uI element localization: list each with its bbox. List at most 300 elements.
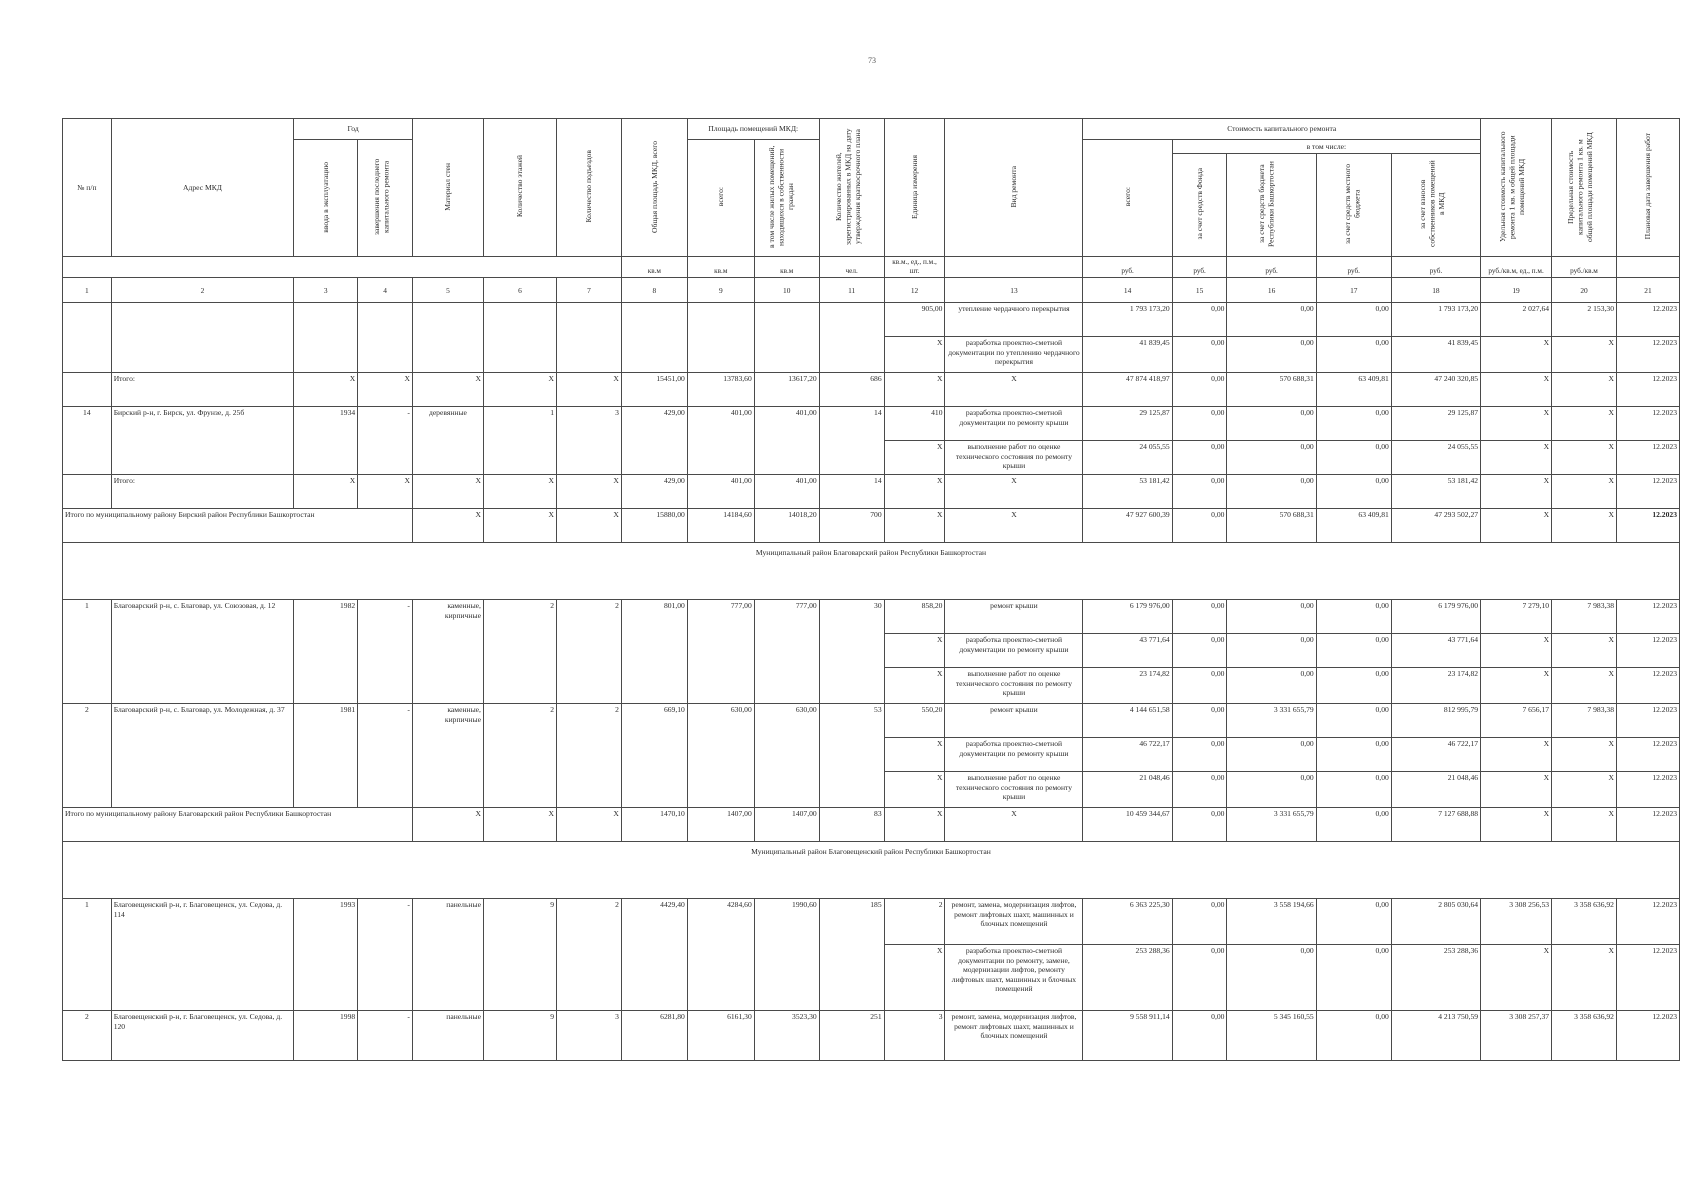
cost-local: 0,00 (1316, 808, 1391, 842)
planned-date: 12.2023 (1616, 509, 1679, 543)
table-row (63, 407, 1680, 441)
col-cost-local-header: за счет средств местного бюджета (1316, 153, 1391, 257)
entrances: 3 (556, 1011, 621, 1061)
cost-total: 4 144 651,58 (1083, 704, 1172, 738)
cost-total: 43 771,64 (1083, 634, 1172, 668)
address-cell: Итого: (111, 475, 294, 509)
cost-republic: 0,00 (1227, 407, 1316, 441)
premises-total: 1407,00 (687, 808, 754, 842)
table-row (63, 600, 1680, 634)
table-row-district-total (63, 509, 1680, 543)
table-row-district-total (63, 808, 1680, 842)
total-area: 6281,80 (621, 1011, 687, 1061)
col-limit-cost-header: Предельная стоимость капитального ремонта 1 кв. м общей площади помещений МКД (1552, 119, 1617, 257)
page-number: 73 (868, 56, 876, 65)
planned-date: 12.2023 (1616, 1011, 1679, 1061)
unit-measure: X (884, 772, 945, 808)
floors: 2 (483, 704, 556, 808)
unit-cost: X (1481, 373, 1552, 407)
col-residents-header: Количество жителей, зарегистрированных в МКД на дату утверждения краткосрочного плана (819, 119, 884, 257)
year-last-repair: - (358, 1011, 413, 1061)
unit-cell: руб. (1316, 257, 1391, 278)
cost-total: 21 048,46 (1083, 772, 1172, 808)
year-last-repair: - (358, 407, 413, 475)
cost-local: 0,00 (1316, 475, 1391, 509)
capital-repair-table (62, 118, 1680, 1061)
cost-local: 0,00 (1316, 634, 1391, 668)
cost-republic: 0,00 (1227, 772, 1316, 808)
entrances: 2 (556, 899, 621, 1011)
premises-total: 630,00 (687, 704, 754, 808)
floors: 2 (483, 600, 556, 704)
planned-date: 12.2023 (1616, 704, 1679, 738)
cost-fund: 0,00 (1172, 808, 1227, 842)
planned-date: 12.2023 (1616, 945, 1679, 1011)
row-number: 2 (63, 704, 112, 808)
entrances: 3 (556, 407, 621, 475)
cost-republic: 3 558 194,66 (1227, 899, 1316, 945)
address-cell: Благоварский р-н, с. Благовар, ул. Союзовая, д. 12 (111, 600, 294, 704)
col-entrances-header: Количество подъездов (556, 119, 621, 257)
cost-fund: 0,00 (1172, 600, 1227, 634)
unit-cost: 7 279,10 (1481, 600, 1552, 634)
cost-owners: 4 213 750,59 (1391, 1011, 1480, 1061)
unit-cost: X (1481, 634, 1552, 668)
limit-cost: X (1552, 441, 1617, 475)
col-index: 16 (1227, 278, 1316, 303)
floors: 1 (483, 407, 556, 475)
table-row (63, 899, 1680, 945)
cost-owners: 46 722,17 (1391, 738, 1480, 772)
col-index: 12 (884, 278, 945, 303)
section-header-row (63, 543, 1680, 600)
repair-type: X (945, 373, 1083, 407)
col-total-area-header: Общая площадь МКД, всего (621, 119, 687, 257)
cost-owners: 21 048,46 (1391, 772, 1480, 808)
entrances: X (556, 373, 621, 407)
unit-cell: руб./кв.м, ед., п.м. (1481, 257, 1552, 278)
cost-owners: 2 805 030,64 (1391, 899, 1480, 945)
planned-date: 12.2023 (1616, 738, 1679, 772)
col-address-header: Адрес МКД (111, 119, 294, 257)
cost-local: 63 409,81 (1316, 509, 1391, 543)
cost-local: 63 409,81 (1316, 373, 1391, 407)
wall-material: каменные, кирпичные (412, 704, 483, 808)
cost-republic: 5 345 160,55 (1227, 1011, 1316, 1061)
unit-cell: руб. (1227, 257, 1316, 278)
repair-type: X (945, 808, 1083, 842)
total-area: 801,00 (621, 600, 687, 704)
planned-date: 12.2023 (1616, 600, 1679, 634)
repair-type: разработка проектно-сметной документации по утеплению чердачного перекрытия (945, 337, 1083, 373)
total-area: 1470,10 (621, 808, 687, 842)
residents: 53 (819, 704, 884, 808)
cost-republic: 0,00 (1227, 634, 1316, 668)
year-commission: 1981 (294, 704, 358, 808)
cost-republic: 0,00 (1227, 337, 1316, 373)
residents: 185 (819, 899, 884, 1011)
col-wall-material-header: Материал стен (412, 119, 483, 257)
unit-measure: X (884, 668, 945, 704)
col-index: 5 (412, 278, 483, 303)
planned-date: 12.2023 (1616, 407, 1679, 441)
total-area: 15451,00 (621, 373, 687, 407)
residents: 700 (819, 509, 884, 543)
cost-fund: 0,00 (1172, 337, 1227, 373)
planned-date: 12.2023 (1616, 772, 1679, 808)
col-unit-header: Единица измерения (884, 119, 945, 257)
cost-total: 29 125,87 (1083, 407, 1172, 441)
repair-type: выполнение работ по оценке технического состояния по ремонту крыши (945, 441, 1083, 475)
cost-local: 0,00 (1316, 738, 1391, 772)
col-premises-group-header: Площадь помещений МКД: (687, 119, 819, 140)
col-repair-type-header: Вид ремонта (945, 119, 1083, 257)
district-section-title: Муниципальный район Благовещенский район Республики Башкортостан (63, 842, 1680, 899)
col-index: 19 (1481, 278, 1552, 303)
cost-republic: 3 331 655,79 (1227, 808, 1316, 842)
repair-type: ремонт крыши (945, 600, 1083, 634)
residents: 30 (819, 600, 884, 704)
limit-cost: X (1552, 668, 1617, 704)
unit-cost: X (1481, 475, 1552, 509)
planned-date: 12.2023 (1616, 475, 1679, 509)
table-row-subtotal (63, 475, 1680, 509)
total-area: 15880,00 (621, 509, 687, 543)
header-row-1 (63, 119, 1680, 140)
unit-measure: X (884, 373, 945, 407)
cost-republic: 0,00 (1227, 738, 1316, 772)
column-index-row (63, 278, 1680, 303)
year-commission: X (294, 475, 358, 509)
cost-total: 1 793 173,20 (1083, 303, 1172, 337)
repair-type: ремонт, замена, модернизация лифтов, ремонт лифтовых шахт, машинных и блочных помещений (945, 899, 1083, 945)
cost-republic: 570 688,31 (1227, 509, 1316, 543)
cost-local: 0,00 (1316, 441, 1391, 475)
unit-cell: кв.м (754, 257, 819, 278)
cost-owners: 43 771,64 (1391, 634, 1480, 668)
unit-measure: X (884, 475, 945, 509)
premises-residential: 1990,60 (754, 899, 819, 1011)
cost-local: 0,00 (1316, 337, 1391, 373)
cost-owners: 7 127 688,88 (1391, 808, 1480, 842)
year-commission: 1934 (294, 407, 358, 475)
col-year-commission-header: ввода в эксплуатацию (294, 140, 358, 257)
repair-type: X (945, 509, 1083, 543)
col-year-last-repair-header: завершения последнего капитального ремонта (358, 140, 413, 257)
limit-cost: X (1552, 772, 1617, 808)
limit-cost: 7 983,38 (1552, 704, 1617, 738)
col-floors-header: Количество этажей (483, 119, 556, 257)
premises-residential: 1407,00 (754, 808, 819, 842)
col-premises-total-header: всего: (687, 140, 754, 257)
cost-republic: 0,00 (1227, 441, 1316, 475)
row-number: 2 (63, 1011, 112, 1061)
floors: X (483, 509, 556, 543)
wall-material: X (412, 373, 483, 407)
unit-cell: руб. (1172, 257, 1227, 278)
unit-cost: 7 656,17 (1481, 704, 1552, 738)
cost-local: 0,00 (1316, 668, 1391, 704)
planned-date: 12.2023 (1616, 668, 1679, 704)
col-index: 20 (1552, 278, 1617, 303)
row-number: 1 (63, 899, 112, 1011)
col-index: 10 (754, 278, 819, 303)
cost-fund: 0,00 (1172, 899, 1227, 945)
unit-cost: X (1481, 945, 1552, 1011)
premises-total: 13783,60 (687, 373, 754, 407)
cost-owners: 24 055,55 (1391, 441, 1480, 475)
unit-measure: 858,20 (884, 600, 945, 634)
units-row (63, 257, 1680, 278)
col-index: 18 (1391, 278, 1480, 303)
cost-republic: 0,00 (1227, 945, 1316, 1011)
col-cost-owners-header: за счет взносов собственников помещений в МКД (1391, 153, 1480, 257)
year-last-repair: - (358, 899, 413, 1011)
premises-residential: 3523,30 (754, 1011, 819, 1061)
limit-cost: X (1552, 373, 1617, 407)
cost-owners: 47 240 320,85 (1391, 373, 1480, 407)
district-total-label: Итого по муниципальному району Благоварский район Республики Башкортостан (63, 808, 413, 842)
col-cost-total-header: всего: (1083, 140, 1172, 257)
unit-measure: X (884, 509, 945, 543)
limit-cost: 3 358 636,92 (1552, 899, 1617, 945)
table-row (63, 1011, 1680, 1061)
premises-total: 6161,30 (687, 1011, 754, 1061)
cost-total: 9 558 911,14 (1083, 1011, 1172, 1061)
address-cell: Бирский р-н, г. Бирск, ул. Фрунзе, д. 25б (111, 407, 294, 475)
unit-cost: X (1481, 668, 1552, 704)
floors: X (483, 373, 556, 407)
planned-date: 12.2023 (1616, 899, 1679, 945)
repair-type: разработка проектно-сметной документации по ремонту, замене, модернизации лифтов, ремонту лифтовых шахт, машинных и блочных помещений (945, 945, 1083, 1011)
repair-type: ремонт крыши (945, 704, 1083, 738)
section-header-row (63, 842, 1680, 899)
district-total-label: Итого по муниципальному району Бирский район Республики Башкортостан (63, 509, 413, 543)
unit-measure: X (884, 945, 945, 1011)
wall-material: деревянные (412, 407, 483, 475)
address-cell: Благоварский р-н, с. Благовар, ул. Молодежная, д. 37 (111, 704, 294, 808)
limit-cost: 3 358 636,92 (1552, 1011, 1617, 1061)
col-index: 4 (358, 278, 413, 303)
col-unit-cost-header: Удельная стоимость капитального ремонта 1 кв. м общей площади помещений МКД (1481, 119, 1552, 257)
premises-residential: 13617,20 (754, 373, 819, 407)
cost-republic: 3 331 655,79 (1227, 704, 1316, 738)
cost-total: 53 181,42 (1083, 475, 1172, 509)
floors: X (483, 475, 556, 509)
unit-cell: руб. (1083, 257, 1172, 278)
district-section-title: Муниципальный район Благоварский район Республики Башкортостан (63, 543, 1680, 600)
premises-residential: 401,00 (754, 475, 819, 509)
entrances: X (556, 808, 621, 842)
repair-type: X (945, 475, 1083, 509)
unit-cell: чел. (819, 257, 884, 278)
col-cost-group-header: Стоимость капитального ремонта (1083, 119, 1481, 140)
col-index: 2 (111, 278, 294, 303)
limit-cost: X (1552, 945, 1617, 1011)
premises-total: 4284,60 (687, 899, 754, 1011)
planned-date: 12.2023 (1616, 441, 1679, 475)
col-index: 1 (63, 278, 112, 303)
unit-cost: X (1481, 509, 1552, 543)
floors: 9 (483, 899, 556, 1011)
year-commission: 1998 (294, 1011, 358, 1061)
col-year-group-header: Год (294, 119, 413, 140)
residents: 686 (819, 373, 884, 407)
cost-local: 0,00 (1316, 1011, 1391, 1061)
table-row (63, 303, 1680, 337)
cost-fund: 0,00 (1172, 738, 1227, 772)
cost-local: 0,00 (1316, 772, 1391, 808)
year-last-repair: - (358, 600, 413, 704)
residents: 14 (819, 475, 884, 509)
unit-measure: X (884, 441, 945, 475)
col-index: 6 (483, 278, 556, 303)
year-last-repair: X (358, 373, 413, 407)
limit-cost: X (1552, 337, 1617, 373)
col-index: 17 (1316, 278, 1391, 303)
year-commission: 1993 (294, 899, 358, 1011)
planned-date: 12.2023 (1616, 808, 1679, 842)
capital-repair-table-sheet (62, 118, 1680, 1068)
cost-republic: 0,00 (1227, 303, 1316, 337)
cost-fund: 0,00 (1172, 303, 1227, 337)
cost-owners: 23 174,82 (1391, 668, 1480, 704)
unit-measure: X (884, 738, 945, 772)
cost-owners: 29 125,87 (1391, 407, 1480, 441)
unit-cell: руб. (1391, 257, 1480, 278)
premises-residential: 630,00 (754, 704, 819, 808)
unit-cost: X (1481, 772, 1552, 808)
cost-republic: 0,00 (1227, 600, 1316, 634)
limit-cost: 2 153,30 (1552, 303, 1617, 337)
address-cell: Благовещенский р-н, г. Благовещенск, ул. Седова, д. 114 (111, 899, 294, 1011)
cost-fund: 0,00 (1172, 441, 1227, 475)
unit-measure: X (884, 337, 945, 373)
cost-owners: 812 995,79 (1391, 704, 1480, 738)
col-cost-fund-header: за счет средств Фонда (1172, 153, 1227, 257)
year-last-repair: X (358, 475, 413, 509)
cost-owners: 1 793 173,20 (1391, 303, 1480, 337)
cost-owners: 6 179 976,00 (1391, 600, 1480, 634)
col-index: 8 (621, 278, 687, 303)
cost-fund: 0,00 (1172, 704, 1227, 738)
planned-date: 12.2023 (1616, 303, 1679, 337)
cost-fund: 0,00 (1172, 475, 1227, 509)
cost-total: 24 055,55 (1083, 441, 1172, 475)
cost-fund: 0,00 (1172, 407, 1227, 441)
residents: 83 (819, 808, 884, 842)
cost-republic: 570 688,31 (1227, 373, 1316, 407)
cost-fund: 0,00 (1172, 772, 1227, 808)
cost-total: 10 459 344,67 (1083, 808, 1172, 842)
unit-measure: X (884, 808, 945, 842)
premises-residential: 14018,20 (754, 509, 819, 543)
limit-cost: X (1552, 509, 1617, 543)
premises-residential: 401,00 (754, 407, 819, 475)
cost-total: 23 174,82 (1083, 668, 1172, 704)
cost-total: 41 839,45 (1083, 337, 1172, 373)
repair-type: разработка проектно-сметной документации по ремонту крыши (945, 738, 1083, 772)
cost-fund: 0,00 (1172, 1011, 1227, 1061)
unit-cost: X (1481, 407, 1552, 441)
unit-cell: кв.м (621, 257, 687, 278)
cost-fund: 0,00 (1172, 509, 1227, 543)
year-last-repair: - (358, 704, 413, 808)
repair-type: ремонт, замена, модернизация лифтов, ремонт лифтовых шахт, машинных и блочных помещений (945, 1011, 1083, 1061)
unit-cell: руб./кв.м (1552, 257, 1617, 278)
unit-cost: X (1481, 808, 1552, 842)
cost-local: 0,00 (1316, 704, 1391, 738)
cost-total: 6 363 225,30 (1083, 899, 1172, 945)
planned-date: 12.2023 (1616, 634, 1679, 668)
col-index: 3 (294, 278, 358, 303)
premises-total: 777,00 (687, 600, 754, 704)
address-cell: Итого: (111, 373, 294, 407)
total-area: 429,00 (621, 407, 687, 475)
wall-material: каменные, кирпичные (412, 600, 483, 704)
address-cell: Благовещенский р-н, г. Благовещенск, ул. Седова, д. 120 (111, 1011, 294, 1061)
col-index: 7 (556, 278, 621, 303)
limit-cost: X (1552, 475, 1617, 509)
year-commission: 1982 (294, 600, 358, 704)
wall-material: панельные (412, 899, 483, 1011)
cost-fund: 0,00 (1172, 668, 1227, 704)
col-index: 11 (819, 278, 884, 303)
wall-material: X (412, 509, 483, 543)
repair-type: утепление чердачного перекрытия (945, 303, 1083, 337)
entrances: X (556, 475, 621, 509)
wall-material: X (412, 475, 483, 509)
limit-cost: X (1552, 407, 1617, 441)
residents: 251 (819, 1011, 884, 1061)
cost-total: 6 179 976,00 (1083, 600, 1172, 634)
cost-fund: 0,00 (1172, 945, 1227, 1011)
cost-total: 47 874 418,97 (1083, 373, 1172, 407)
cost-fund: 0,00 (1172, 634, 1227, 668)
premises-total: 14184,60 (687, 509, 754, 543)
unit-cost: 3 308 257,37 (1481, 1011, 1552, 1061)
cost-republic: 0,00 (1227, 668, 1316, 704)
premises-total: 401,00 (687, 407, 754, 475)
table-row (63, 704, 1680, 738)
unit-cell: кв.м., ед., п.м., шт. (884, 257, 945, 278)
cost-republic: 0,00 (1227, 475, 1316, 509)
wall-material: панельные (412, 1011, 483, 1061)
premises-residential: 777,00 (754, 600, 819, 704)
col-index: 21 (1616, 278, 1679, 303)
col-index: 14 (1083, 278, 1172, 303)
unit-measure: X (884, 634, 945, 668)
premises-total: 401,00 (687, 475, 754, 509)
cost-local: 0,00 (1316, 899, 1391, 945)
repair-type: разработка проектно-сметной документации по ремонту крыши (945, 634, 1083, 668)
unit-measure: 550,20 (884, 704, 945, 738)
col-index: 15 (1172, 278, 1227, 303)
unit-cost: X (1481, 441, 1552, 475)
unit-measure: 905,00 (884, 303, 945, 337)
wall-material: X (412, 808, 483, 842)
repair-type: выполнение работ по оценке технического состояния по ремонту крыши (945, 772, 1083, 808)
unit-measure: 3 (884, 1011, 945, 1061)
floors: X (483, 808, 556, 842)
limit-cost: X (1552, 634, 1617, 668)
col-premises-residential-header: в том числе жилых помещений, находящихся в собственности граждан (754, 140, 819, 257)
col-index: 13 (945, 278, 1083, 303)
unit-measure: 410 (884, 407, 945, 441)
cost-local: 0,00 (1316, 303, 1391, 337)
limit-cost: 7 983,38 (1552, 600, 1617, 634)
cost-owners: 41 839,45 (1391, 337, 1480, 373)
